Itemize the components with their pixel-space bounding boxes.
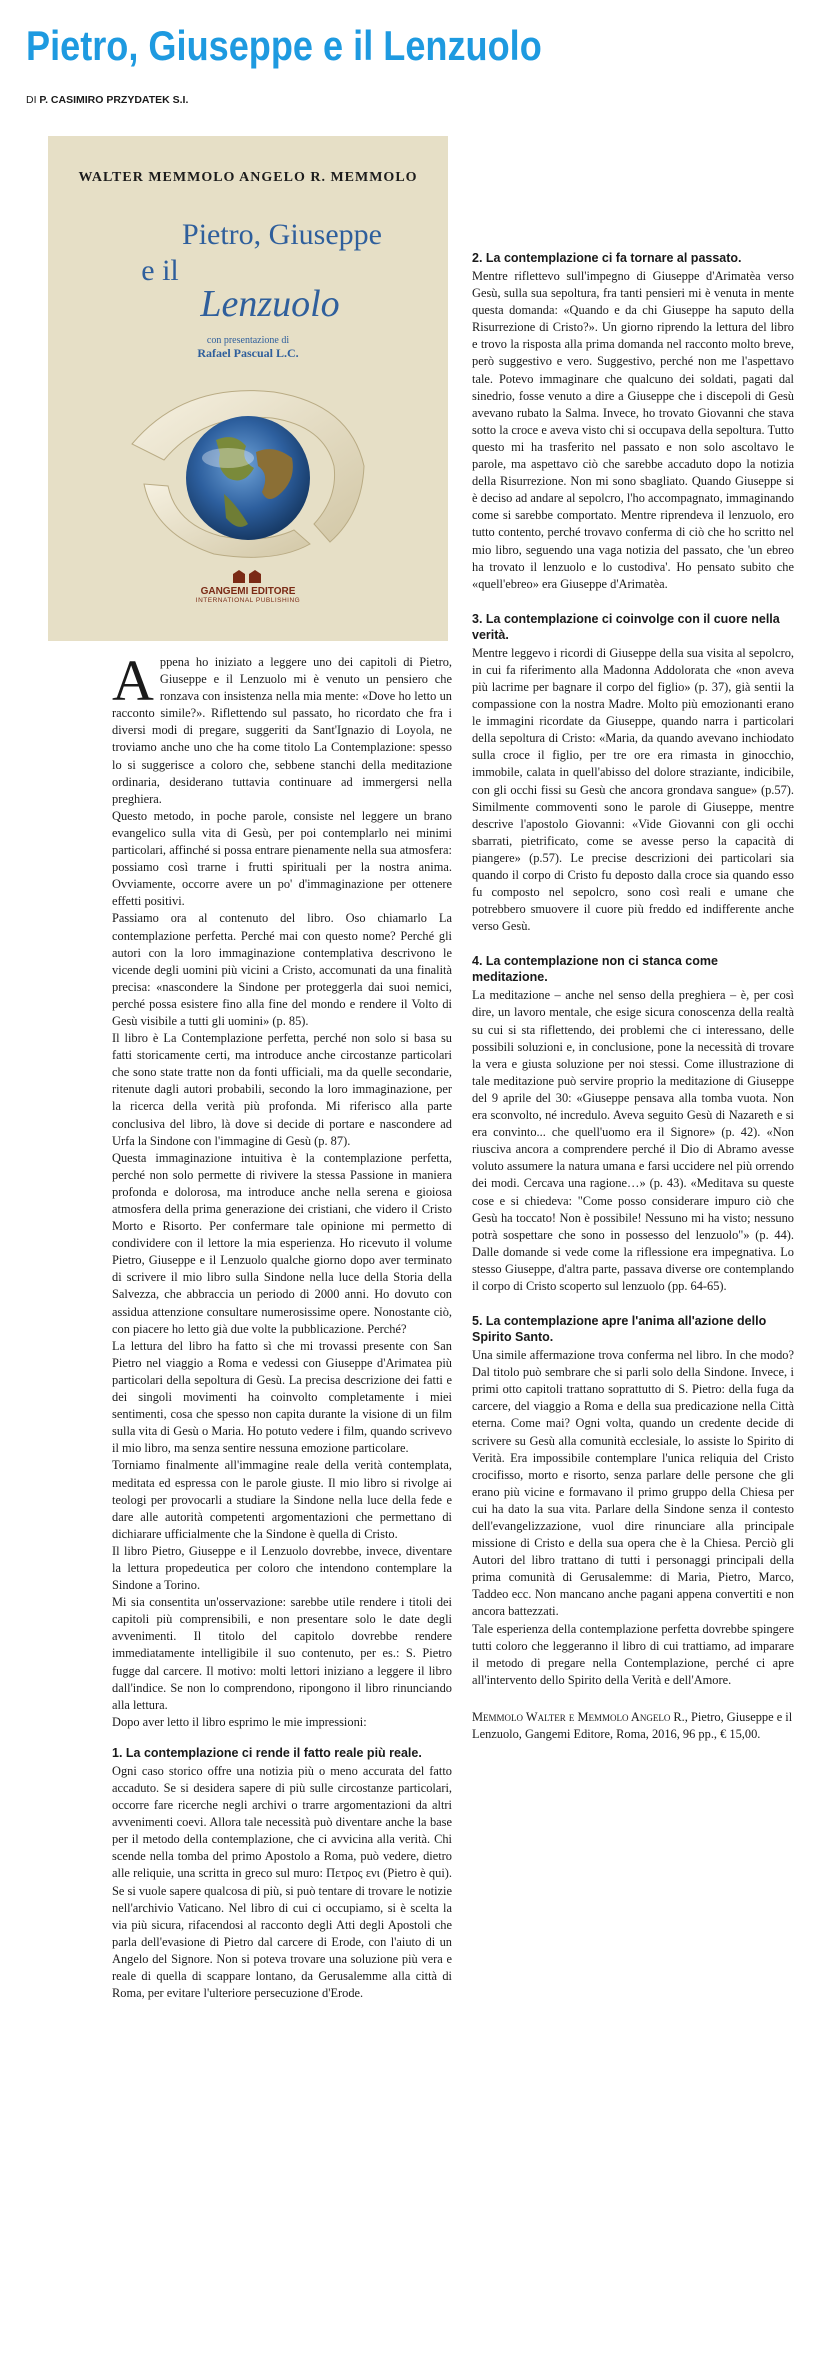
- article-title: Pietro, Giuseppe e il Lenzuolo: [26, 22, 542, 69]
- section-heading-3: 3. La contemplazione ci coinvolge con il cuore nella verità.: [472, 611, 780, 642]
- paragraph: Dopo aver letto il libro esprimo le mie impressioni:: [112, 1714, 367, 1729]
- paragraph: Il libro è La Contemplazione perfetta, perché non solo si basa su fatti storicamente certi, ma introduce anche circostanze particolari che sono state tratte non da fonti ufficiali, ma da quelle secondarie, ritenute dagli autori probabili, secondo la loro immaginazione, per la ricerca della verità più profonda. Mi riferisco alla parte conclusiva del libro, là dove si decide di portare e nascondere ad Urfa la Sindone con l'immagine di Gesù (p. 87).: [112, 1031, 452, 1148]
- publisher-subtitle: INTERNATIONAL PUBLISHING: [195, 597, 301, 604]
- paragraph: Passiamo ora al contenuto del libro. Oso chiamarlo La contemplazione perfetta. Perché mai con questo nome? Perché gli autori con la loro immaginazione contemplativa descrivono le vicende degli uomini più vicini a Cristo, accomunati da una finalità precisa: «nascondere la Sindone per proteggerla dai suoi nemici, perché possa esistere fino alla fine del mondo e rendere il Volto di Gesù visibile a tutti gli uomini» (p. 85).: [112, 911, 452, 1028]
- paragraph: Torniamo finalmente all'immagine reale della verità contemplata, meditata ed espressa con le parole giuste. Il mio libro si rivolge ai teologi per provocarli a studiare la Sindone nella luce della fede e dare alle autorità competenti argomentazioni che permettano di dichiarare ufficialmente che la Sindone è quella di Cristo.: [112, 1458, 452, 1541]
- paragraph: Il libro Pietro, Giuseppe e il Lenzuolo dovrebbe, invece, diventare la lettura propedeutica per coloro che intendono contemplare la Sindone a Torino.: [112, 1543, 452, 1593]
- section-heading-5: 5. La contemplazione apre l'anima all'azione dello Spirito Santo.: [472, 1314, 767, 1345]
- section-5-text-2: Tale esperienza della contemplazione perfetta dovrebbe spingere tutti coloro che leggeranno il libro di cui trattiamo, ad imparare il metodo di pregare nella Contemplazione, perché ci apre all'intervento dello Spirito della Verità e dell'Amore.: [472, 1621, 794, 1687]
- cover-title-line1: Pietro, Giuseppe: [182, 218, 382, 251]
- byline-prefix: DI: [26, 94, 37, 106]
- drop-cap: A: [112, 648, 154, 713]
- section-3-text: Mentre leggevo i ricordi di Giuseppe della sua visita al sepolcro, in cui fa riferimento alla Madonna Addolorata che «non aveva più lacrime per bagnare il corpo del figlio» (p. 37), già sentii la compassione con la nostra Madre. Molto più emozionanti erano le immagini ricordate da Giuseppe, quando narra i particolari della sepoltura di Cristo: «Maria, da quando avevano inchiodato sulla croce il figlio, per tre ore era rimasta in ginocchio, immobile, calata in quell'abisso del dolore straziante, indicibile, con gli occhi fissi su Gesù che ancora grondava sangue» (p.57). Similmente commoventi sono le parole di Giuseppe, mentre descrive l'apostolo Giovanni: «Vide Giovanni con gli occhi sbarrati, pietrificato, come se avesse perso la capacità di piangere» (p.57). Le precise descrizioni dei particolari sia quando il corpo di Cristo fu deposto dalla croce sia quando esso fu composto nel sepolcro, sono così reali e umane che potrebbero smuovere il cuore più freddo ed indifferente anche verso Gesù.: [472, 645, 794, 934]
- publisher-logo-icon: [231, 568, 265, 584]
- paragraph: Questa immaginazione intuitiva è la contemplazione perfetta, perché non solo permette di rivivere la stessa Passione in maniera profonda e dolorosa, ma introduce anche nella serena e gioiosa atmosfera della prima generazione dei cristiani, che videro il Cristo Morto e Risorto. Per confermare tale opinione mi permetto di condividere con il lettore la mia esperienza. Ho ricevuto il volume Pietro, Giuseppe e il Lenzuolo qualche giorno dopo aver terminato di scrivere il mio libro sulla Sindone nella luce della Storia della Salvezza, che abbraccia un periodo di 2000 anni. Ho dovuto con assidua attenzione consultare numerosissime opere. Nonostante ciò, con piacere ho letto già due volte la pubblicazione. Perché?: [112, 1150, 452, 1336]
- paragraph: Questo metodo, in poche parole, consiste nel leggere un brano evangelico sulla vita di Gesù, per poi contemplarlo nei minimi particolari, affinché si possa entrare pienamente nella sua atmosfera: possiamo così trarne i frutti spirituali per la nostra anima. Ovviamente, occorre avere un po' d'immaginazione per ottenere effetti positivi.: [112, 808, 452, 909]
- publisher-logo: [48, 568, 448, 604]
- cover-authors: WALTER MEMMOLO ANGELO R. MEMMOLO: [78, 170, 418, 185]
- publisher-name: GANGEMI EDITORE: [200, 586, 296, 597]
- section-heading-4: 4. La contemplazione non ci stanca come meditazione.: [472, 954, 718, 985]
- bibliography-authors: Memmolo Walter e Memmolo Angelo R.,: [472, 1709, 688, 1724]
- paragraph: Mi sia consentita un'osservazione: sarebbe utile rendere i titoli dei capitoli più comprensibili, e non presentare solo le date degli avvenimenti. Il titolo del capitolo dovrebbe rendere immediatamente intelligibile il suo contenuto, per es.: S. Pietro fugge dal carcere. Il motivo: molti lettori iniziano a leggere il libro dall'indice. Se non lo comprendono, ripongono il libro rinunciando alla lettura.: [112, 1595, 452, 1712]
- section-heading-1: 1. La contemplazione ci rende il fatto reale più reale.: [112, 1745, 422, 1760]
- cover-presenter: Rafael Pascual L.C.: [197, 346, 299, 360]
- section-5-text: Una simile affermazione trova conferma nel libro. In che modo? Dal titolo può sembrare che si parli solo della Sindone. Invece, i primi otto capitoli trattano soprattutto di S. Pietro: della fuga da carcere, del viaggio a Roma e della sua predicazione nella Città eterna. Come mai? Ogni volta, quando un credente decide di scrivere su Gesù alla comunità ecclesiale, lo assiste lo Spirito di Verità. Era impossibile contemplare l'unica reliquia del Cristo crocifisso, morto e risorto, senza parlare delle persone che gli erano più vicine e formavano il primo gruppo della Chiesa per cui ha dato la sua vita. Parlare della Sindone senza il contesto dell'evangelizzazione, vuol dire rinunciare alla principale missione di Cristo e della sua opera che è la Chiesa. Perciò gli Autori del libro trattano di tutti i personaggi principali della prima comunità di Gerusalemme: di Maria, Pietro, Marco, Taddeo ecc. Non mancano anche pagani appena convertiti e non ancora battezzati.: [472, 1348, 794, 1619]
- intro-paragraph: Appena ho iniziato a leggere uno dei capitoli di Pietro, Giuseppe e il Lenzuolo mi è venuto un pensiero che ronzava con insistenza nella mia mente: «Dove ho letto un racconto simile?». Riflettendo sul passato, ho ricordato che fra i diversi modi di pregare, suggeriti da Sant'Ignazio di Loyola, ne troviamo anche uno che ha come titolo La Contemplazione: spesso lo si suggerisce a coloro che, sebbene stanchi della meditazione ordinaria, desiderano tuttavia continuare ad immergersi nella preghiera.: [112, 648, 452, 806]
- bibliography-details: Pietro, Giuseppe e il Lenzuolo, Gangemi Editore, Roma, 2016, 96 pp., € 15,00.: [472, 1709, 793, 1742]
- book-cover: [48, 136, 448, 641]
- cover-presentation: [48, 334, 448, 360]
- byline: [26, 94, 188, 106]
- paragraph: La lettura del libro ha fatto sì che mi trovassi presente con San Pietro nel viaggio a Roma e vedessi con Giuseppe d'Arimatea più particolari della sepoltura di Gesù. La precisa descrizione dei fatti e dei singoli movimenti ha coinvolto completamente i miei sentimenti, cosa che spesso non capita durante la visione di un film sulla vita di Gesù o Maria. Ho potuto vedere i film, quando scrivevo il mio libro, ma senza sentire nessuna emozione particolare.: [112, 1338, 452, 1456]
- bibliography: [472, 1709, 794, 1743]
- byline-author: P. CASIMIRO PRZYDATEK S.I.: [39, 94, 189, 106]
- cover-title-line2: e il: [141, 254, 179, 287]
- section-heading-2: 2. La contemplazione ci fa tornare al passato.: [472, 251, 742, 265]
- cover-earth-illustration: [124, 374, 372, 564]
- section-1-text: Ogni caso storico offre una notizia più o meno accurata del fatto accaduto. Se si desidera sapere di più sulle circostanze particolari, occorre fare ricerche negli archivi o trarre argomentazioni da altri avvenimenti coevi. Allora tale necessità può diventare anche la base per il metodo della contemplazione, che ci avvicina alla verità. Chi scende nella tomba del primo Apostolo a Roma, può vedere, dietro alle reliquie, una scritta in greco sul muro: Πετρος ενι (Pietro è qui). Se si vuole sapere qualcosa di più, si può tentare di trovare le notizie nell'archivio Vaticano. Nel libro di cui ci occupiamo, si è scelta la via più sicura, rifacendosi al racconto degli Atti degli Apostoli che parla dell'evasione di Pietro dal carcere di Erode, con l'aiuto di un Angelo del Signore. Non si poteva trovare una soluzione più vera e reale di quella di scappare lontano, da Gerusalemme alla città di Roma, per evitare l'ulteriore persecuzione d'Erode.: [112, 1763, 452, 2001]
- cover-presentation-label: con presentazione di: [206, 335, 290, 346]
- section-4-text: La meditazione – anche nel senso della preghiera – è, per così dire, un lavoro mentale, che esige sicura conoscenza della realtà su cui si sta riflettendo, dei problemi che ci interessano, delle possibili soluzioni e, in conclusione, pone la necessità di trovare la vera e giusta soluzione per noi stessi. Come illustrazione di tale meditazione può servire proprio la meditazione di Giuseppe del 9 aprile del 30: «Giuseppe pensava alla tomba vuota. Non era sconvolto, né incredulo. Aveva seguito Gesù di Nazareth e si era convinto... che quell'uomo era il Signore» (p. 42). «Non riusciva ancora a comprendere perché il Dio di Abramo avesse voluto assumere la natura umana e farsi uccidere nel più orrendo dei modi. Cercava una ragione…» (p. 43). «Meditava su queste cose e si chiedeva: "Come posso considerare impuro ciò che Gesù ha toccato! Non è possibile! Nessuno mi ha visto; nessuno potrà sospettare che sono in possesso del lenzuolo"» (p. 44). Dalle domande si vede come la riflessione era impegnativa. Lo stesso Giuseppe, d'altra parte, passava diverse ore contemplando il corpo di Cristo scoperto sul lenzuolo (pp. 64-65).: [472, 988, 794, 1293]
- section-2-text: Mentre riflettevo sull'impegno di Giuseppe d'Arimatèa verso Gesù, sulla sua sepoltura, fra tanti pensieri mi è venuta in mente questa domanda: «Quando e da chi Giuseppe ha saputo della Risurrezione di Cristo?». Un giorno riprendo la lettura del libro e trovo la risposta alla prima domanda nel racconto molto breve, però suggestivo e vero. Suggestivo, perché non me l'aspettavo tale. Potevo immaginare che qualcuno dei soldati, pagati dal sinedrio, fosse venuto a dire a Giuseppe che i discepoli di Gesù avevano rubato la Salma. Invece, ho trovato Giovanni che stava sotto la croce e aveva visto chi si occupava della sepoltura. Tutto questo mi ha trasferito nel passato e non solo ascoltavo le parole, ma aspettavo ciò che sarebbe accaduto dopo la notizia della Risurrezione. Non mi sono sbagliato. Quando Giuseppe si è deciso ad andare al sepolcro, l'ho accompagnato, immaginando come si sarebbe comportato. Mentre riprendeva il lenzuolo, ero tutto contento, perché trovavo conferma di ciò che ho scritto nel mio libro, seguendo una vaga notizia del passato, che 'un ebreo ha trovato il lenzuolo e lo custodiva'. Ho pensato subito che «quell'ebreo» era Giuseppe d'Arimatèa.: [472, 269, 794, 591]
- cover-title-line3: Lenzuolo: [200, 283, 340, 325]
- column-left: [112, 648, 452, 2002]
- column-right: [472, 22, 794, 1743]
